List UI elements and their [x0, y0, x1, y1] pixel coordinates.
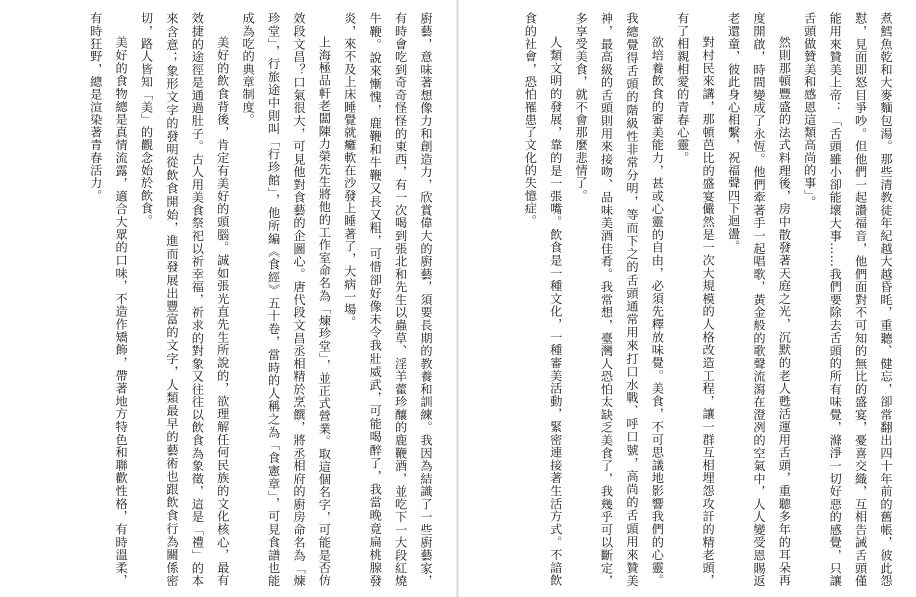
- paragraph: 煮鱈魚乾和大麥麵包湯。那些清教徒年紀越大越昏眊，重聽、健忘，卻常翻出四十年前的舊帳，彼此怨懟，見面即怒目爭吵。但他們一起讚福音，他們面對不可知的無比的盛宴，憂喜交織，互相告誡舌頭僅能用來贊美上帝：「舌頭雖小卻能壞大事……我們要除去舌頭的所有味覺，滌淨一切好惡的感覺，只讓舌頭做贊美和感恩這類高尚的事」。: [802, 12, 893, 587]
- left-page: [0, 0, 456, 597]
- paragraph: 欲培養飲食的審美能力，甚或心靈的自由，必須先釋放味覺。美食，不可思議地影響我們的心靈。我總覺得舌頭的階級性非常分明，等而下之的舌頭通常用來打口水戰、呼口號，高尚的舌頭用來贊美神，最高級的舌頭則用來接吻、品味美酒佳肴。我常想，臺灣人恐怕太缺乏美食了，我幾乎可以斷定，多享受美食，就不會那麼悲情了。: [574, 12, 665, 587]
- right-page: [459, 0, 916, 597]
- right-page-text: [483, 12, 898, 587]
- paragraph: 人類文明的發展，靠的是一張嘴。飲食是一種文化，一種審美活動，緊密連接著生活方式。不諳飲食的社會，恐怕罹患了文化的失憶症。: [523, 12, 563, 587]
- paragraph: 然則那頓豐盛的法式料理後，房中散發著天庭之光，沉默的老人甦活運用舌頭，重聽多年的耳朵再度開啟，時間變成了永恆。他們牽著手一起唱歌，黃金般的歌聲流瀉在澄冽的空氣中，人人變受恩賜返老還童，彼此身心相繫，祝福聲四下迴盪。: [726, 12, 792, 587]
- paragraph: 美好的飲食背後，肯定有美好的頭腦。誠如張光直先生所說的，欲理解任何民族的文化核心，最有效捷的途徑是通過肚子。古人用美食祭祀以祈幸福，祈求的對象又往往以飲食為象徵，這是「禮」的本來含意；象形文字的發明從飲食開始，進而發展出豐富的文字，人類最早的藝術也跟飲食行為關係密切，路人皆知「美」的觀念始於飲食。: [139, 12, 230, 587]
- left-page-text: [23, 12, 438, 587]
- paragraph: 上海極品軒老闆陳力榮先生將他的工作室命名為「煉珍堂」，並正式營業。取這個名字，可能是否仿效段文昌？口氣很大，可見他對食藝的企圖心。唐代段文昌丞相精於烹饌，將丞相府的廚房命名為「煉珍堂」，行旅途中則叫「行珍館」，他所編《食經》五十卷，當時的人稱之為「食憲章」，可見食譜也能成為吃的典章制度。: [241, 12, 332, 587]
- paragraph: 美好的食物總是真情流露，適合大眾的口味，不造作矯飾，帶著地方特色和聯歡性格，有時溫柔，有時狂野，總是渲染著青春活力。: [88, 12, 129, 587]
- paragraph: 廚藝，意味著想像力和創造力，欣賞偉大的廚藝，須要長期的教養和訓練。我因為結識了一些廚藝家，有時會吃到奇奇怪怪的東西，有一次喝到張北和先生以蟲草、淫羊藿珍釀的鹿鞭酒，並吃下一大段紅燒牛鞭。說來慚愧，鹿鞭和牛鞭又長又粗，可惜卻好像未令我壯威武，可能喝醉了，我當晚竟扁桃腺發炎，來不及上床睡覺就癱軟在沙發上睡著了，大病一場。: [342, 12, 433, 587]
- paragraph: 對村民來講，那頓芭比的盛宴儼然是一次大規模的人格改造工程，讓一群互相埋怨攻訐的精老頭，有了相親相愛的青春心靈。: [675, 12, 716, 587]
